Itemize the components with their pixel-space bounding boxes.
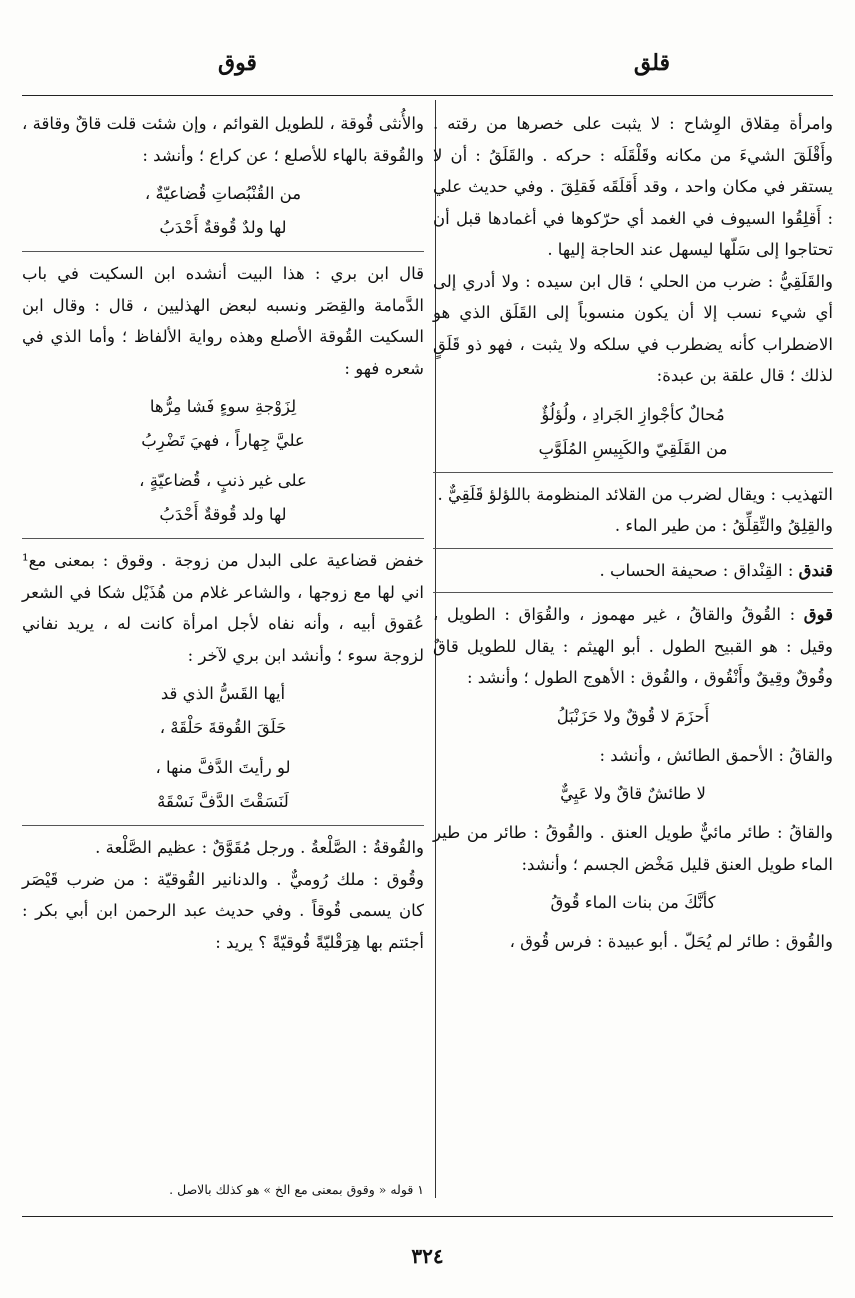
verse-line: أيها القَسُّ الذي قد <box>160 684 286 703</box>
paragraph: خفض قضاعية على البدل من زوجة . وقوق : بمعنى مع¹ اني لها مع زوجها ، والشاعر غلام من هُذَيْل شكا في الشعر عُقوق أبيه ، وأنه نفاه لأجل امرأة كانت له ، يريد نفاني لزوجة سوء ؛ وأنشد ابن بري لآخر : <box>22 551 424 665</box>
entry-qandaq <box>433 555 833 587</box>
separator-rule <box>433 548 833 549</box>
paragraph: والقاقُ : طائر مائيٌّ طويل العنق . والقُوقُ : طائر من طير الماء طويل العنق قليل مَخْض الجسم ؛ وأنشد: <box>433 823 833 874</box>
left-column-header: قوق <box>218 50 257 76</box>
paragraph: التهذيب : ويقال لضرب من القلائد المنظومة باللؤلؤ قَلَقِيٌّ . <box>437 484 833 504</box>
left-column <box>22 108 424 958</box>
verse <box>433 398 833 466</box>
entry-text: : القِنْداق : صحيفة الحساب . <box>599 560 799 580</box>
separator-rule <box>22 251 424 252</box>
entry-headword: قوق <box>803 605 833 624</box>
verse <box>22 464 424 532</box>
verse-line: أَحزَمَ لا قُوقٌ ولا حَزَنْبَلُ <box>556 706 710 726</box>
paragraph: وقُوق : ملك رُوميٌّ . والدنانير القُوقيّة : من ضرب قَيْصَر كان يسمى قُوقاً . وفي حديث عبد الرحمن ابن أبي بكر : أجئتم بها هِرَقْليّةً قُوقيّةً ؟ يريد : <box>22 869 424 952</box>
header-rule <box>22 95 833 96</box>
entry-headword: قندق <box>798 560 833 580</box>
verse <box>433 886 833 920</box>
paragraph: والقُوق : طائر لم يُحَلّ . أبو عبيدة : فرس قُوق ، <box>509 932 833 951</box>
right-column <box>433 108 833 958</box>
entry-text: : القُوقُ والقاقُ ، غير مهموز ، والقُوَاق : الطويل ، وقيل : هو القبيح الطول . أبو الهيثم : يقال للطويل قاقٌ وقُوقٌ وقِيقٌ وأَنْقُوق ، والقُوق : الأهوج الطول ؛ وأنشد : <box>433 605 833 687</box>
verse <box>433 777 833 811</box>
separator-rule <box>22 538 424 539</box>
paragraph: والقاقُ : الأحمق الطائش ، وأنشد : <box>599 745 833 765</box>
verse-line: كأنَّكَ من بنات الماء قُوقُ <box>550 893 716 912</box>
paragraph: والقُوقةُ : الصَّلْعةُ . ورجل مُقَوَّقٌ : عظيم الصَّلْعة . <box>95 838 424 857</box>
verse <box>22 677 424 745</box>
verse-line: عليَّ جِهاراً ، فهيَ تَضْرِبُ <box>141 431 305 450</box>
verse <box>22 177 424 245</box>
verse-line: مُحالٌ كأجْوازِ الجَرادِ ، ولُؤلُؤٌ <box>541 404 725 424</box>
paragraph: والقَلَقِيُّ : ضرب من الحلي ؛ قال ابن سيده : ولا أدري إلى أي شيء نسب إلا أن يكون منسوباً إلى القَلَق الذي هو الاضطراب كأنه يضطرب في سلكه ولا يثبت ، فهو ذو قَلَقٍ لذلك ؛ قال علقة بن عبدة: <box>433 271 833 385</box>
page-number: ٣٢٤ <box>411 1244 444 1268</box>
paragraph: وامرأة مِقلاق الوِشاح : لا يثبت على خصرها من رقته . وأَقْلَقَ الشيءَ من مكانه وقَلْقَلَه : حركه . والقَلَقُ : أن لا يستقر في مكان واحد ، وقد أَقلَقَه فَقلِقَ . وفي حديث علي : أَقلِقُوا السيوف في الغمد أي حرّكوها في أغمادها قبل أن تحتاجوا إلى سَلّها ليسهل عند الحاجة إليها . <box>433 114 833 259</box>
right-column-header: قلق <box>633 50 670 76</box>
separator-rule <box>22 825 424 826</box>
verse-line: على غير ذنبٍ ، قُضاعيّةٍ ، <box>139 471 307 490</box>
verse <box>22 390 424 458</box>
paragraph: والقِلِقُ والتِّقِلِّقُ : من طير الماء . <box>614 516 833 535</box>
paragraph: قال ابن بري : هذا البيت أنشده ابن السكيت في باب الدَّمامة والقِصَر ونسبه لبعض الهذليين ، قال : وقال ابن السكيت القُوقة الأصلع وهذه رواية الألفاظ ؛ وأما الذي في شعره فهو : <box>22 264 424 378</box>
verse <box>433 700 833 734</box>
verse-line: لا طائشٌ قاقٌ ولا عَيِيٌّ <box>560 784 706 803</box>
verse <box>22 751 424 819</box>
verse-line: من القُنْبُصاتِ قُضاعيّةٌ ، <box>144 184 302 203</box>
entry-quq <box>433 599 833 694</box>
verse-line: لو رأيتَ الدَّفَّ منها ، <box>155 758 291 777</box>
verse-line: لِزَوْجةِ سوءٍ فَشا مِرُّها <box>149 397 297 416</box>
verse-line: لَنَسَقْتَ الدَّفَّ نَسْقَهْ <box>157 792 289 811</box>
separator-rule <box>433 592 833 593</box>
footnote: ١ قوله « وقوق بمعنى مع الخ » هو كذلك بالاصل . <box>169 1182 424 1197</box>
verse-line: حَلَقَ القُوقةَ حَلْقَهْ ، <box>159 718 287 737</box>
verse-line: من القَلَقِيّ والكَبِيسِ المُلَوَّبِ <box>538 438 728 458</box>
separator-rule <box>433 472 833 473</box>
verse-line: لها ولد قُوقةٌ أَحْدَبُ <box>159 505 287 524</box>
footer-rule <box>22 1216 833 1217</box>
verse-line: لها ولدٌ قُوقةٌ أَحْدَبُ <box>159 218 287 237</box>
paragraph: والأُنثى قُوقة ، للطويل القوائم ، وإن شئت قلت قاقٌ وقاقة ، والقُوقة بالهاء للأصلع ؛ عن كراع ؛ وأنشد : <box>22 114 424 165</box>
